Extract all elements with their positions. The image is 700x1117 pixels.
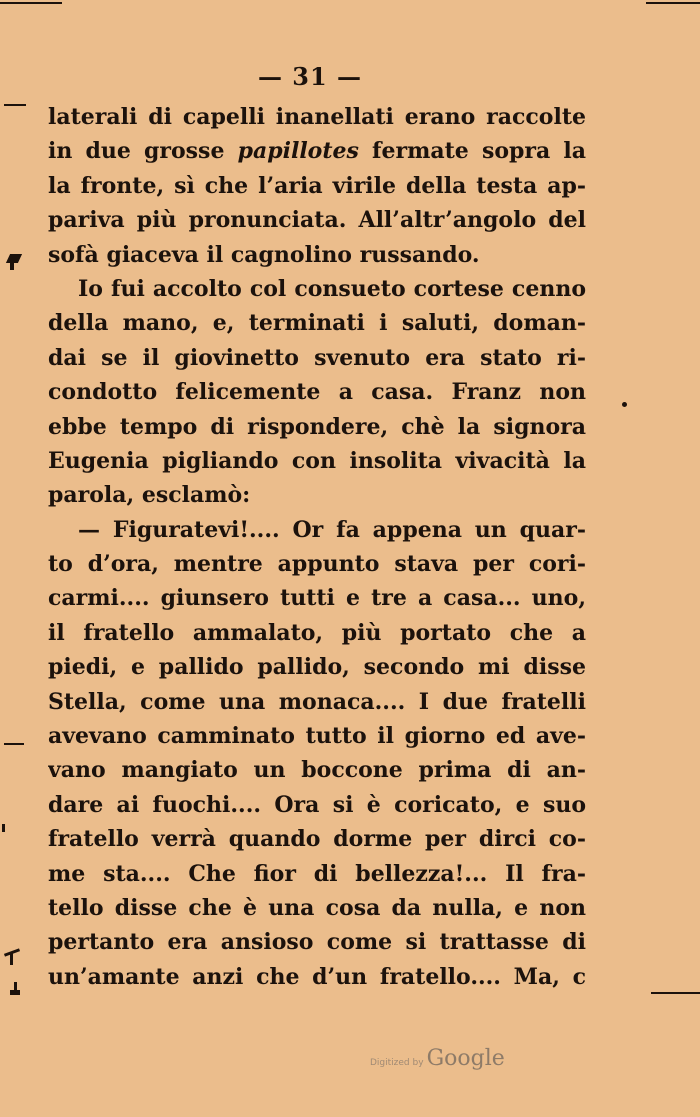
margin-mark: [4, 743, 24, 745]
margin-mark: [6, 254, 22, 263]
text-line: la fronte, sì che l’aria virile della testa ap-: [48, 172, 586, 199]
margin-tick: [2, 824, 5, 832]
text-line: parola, esclamò:: [48, 482, 251, 509]
speck: [622, 402, 627, 407]
text-line: il fratello ammalato, più portato che a: [48, 619, 586, 646]
text-line: pariva più pronunciata. All’altr’angolo del: [48, 207, 586, 234]
text-line: fratello verrà quando dorme per dirci co-: [48, 826, 586, 853]
text-body: [48, 100, 586, 994]
text-line: condotto felicemente a casa. Franz non: [48, 379, 586, 406]
page-number: — 31 —: [257, 62, 363, 91]
text-segment: fermate sopra la: [358, 138, 586, 165]
top-right-edge-line: [646, 2, 700, 4]
margin-mark: [14, 982, 17, 992]
watermark-label: Digitized by: [370, 1058, 424, 1068]
text-line: laterali di capelli inanellati erano raccolte: [48, 104, 586, 130]
text-line: della mano, e, terminati i saluti, doman-: [48, 310, 586, 337]
text-line: pertanto era ansioso come si trattasse di: [48, 929, 586, 956]
text-line: to d’ora, mentre appunto stava per cori-: [48, 551, 586, 578]
text-line: dare ai fuochi.... Ora si è coricato, e suo: [48, 791, 586, 818]
paragraph-start-line: Io fui accolto col consueto cortese cenno: [78, 275, 586, 302]
google-logo: Google: [426, 1046, 505, 1071]
digitized-watermark: [370, 1046, 505, 1071]
text-line: sofà giaceva il cagnolino russando.: [48, 241, 480, 268]
top-edge-line: [0, 2, 62, 4]
text-line: me sta.... Che fior di bellezza!... Il fra-: [48, 860, 586, 887]
text-line: Eugenia pigliando con insolita vivacità la: [48, 447, 586, 474]
text-line: un’amante anzi che d’un fratello.... Ma, c: [48, 963, 586, 990]
text-line: carmi.... giunsero tutti e tre a casa... uno,: [48, 585, 586, 612]
text-line: ebbe tempo di rispondere, chè la signora: [48, 413, 586, 440]
margin-dash: [4, 104, 26, 106]
text-line: avevano camminato tutto il giorno ed ave-: [48, 723, 586, 750]
text-line: dai se il giovinetto svenuto era stato ri-: [48, 344, 586, 371]
text-segment: in due grosse: [48, 138, 238, 165]
paragraph-start-line: — Figuratevi!.... Or fa appena un quar-: [78, 516, 586, 543]
text-line: tello disse che è una cosa da nulla, e non: [48, 894, 586, 921]
text-line: piedi, e pallido pallido, secondo mi disse: [48, 654, 586, 681]
text-line: vano mangiato un boccone prima di an-: [48, 757, 586, 784]
right-edge-line: [651, 992, 700, 994]
italic-word: papillotes: [237, 138, 359, 165]
text-line: Stella, come una monaca.... I due fratelli: [48, 688, 586, 715]
margin-mark: [10, 262, 14, 270]
text-line: [48, 134, 586, 168]
margin-mark: [10, 953, 13, 965]
